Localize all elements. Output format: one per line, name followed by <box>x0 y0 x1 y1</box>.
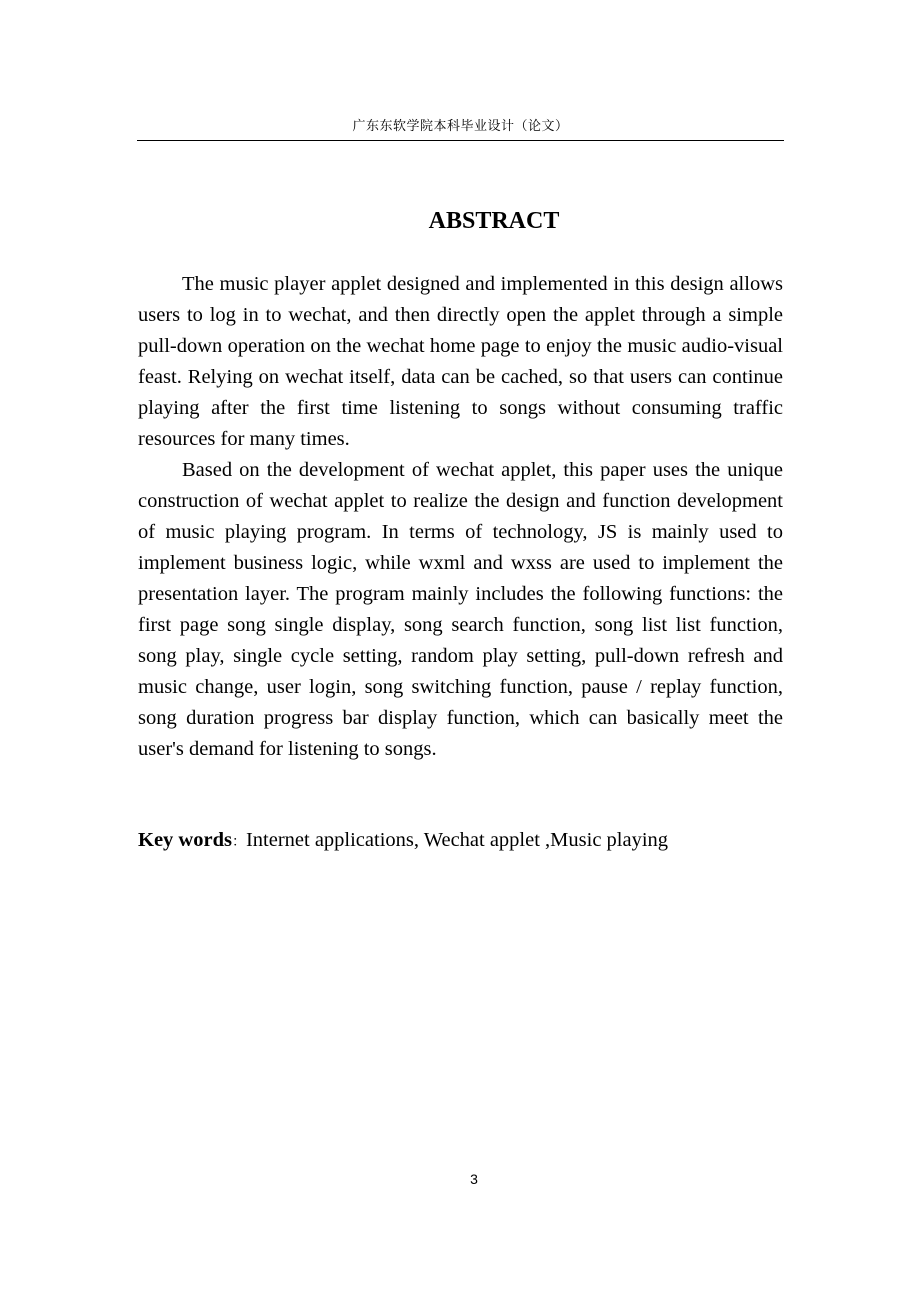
abstract-body <box>138 269 783 765</box>
keywords-separator: ： <box>231 834 246 850</box>
keywords-value: Internet applications, Wechat applet ,Music playing <box>245 829 669 851</box>
abstract-paragraph-1: The music player applet designed and implemented in this design allows users to log in to wechat, and then directly open the applet through a simple pull-down operation on the wechat home page to enjoy the music audio-visual feast. Relying on wechat itself, data can be cached, so that users can continue playing after the first time listening to songs without consuming traffic resources for many times. <box>138 273 783 450</box>
page-number: 3 <box>470 1171 478 1187</box>
keywords-line <box>138 825 783 858</box>
header-rule <box>137 140 784 141</box>
running-header: 广东东软学院本科毕业设计（论文） <box>352 119 569 134</box>
abstract-paragraph-2: Based on the development of wechat applet, this paper uses the unique construction of wechat applet to realize the design and function development of music playing program. In terms of technology, JS is mainly used to implement business logic, while wxml and wxss are used to implement the presentation layer. The program mainly includes the following functions: the first page song single display, song search function, song list list function, song play, single cycle setting, random play setting, pull-down refresh and music change, user login, song switching function, pause / replay function, song duration progress bar display function, which can basically meet the user's demand for listening to songs. <box>138 459 783 760</box>
abstract-title: ABSTRACT <box>428 208 560 234</box>
keywords-label: Key words <box>138 829 232 851</box>
